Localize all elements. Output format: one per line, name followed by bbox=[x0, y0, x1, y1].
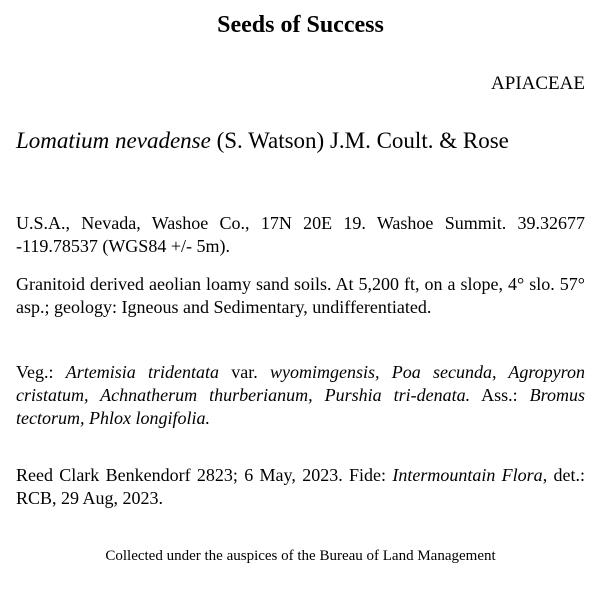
habitat-paragraph: Granitoid derived aeolian loamy sand soils. At 5,200 ft, on a slope, 4° slo. 57° asp.; geology: Igneous and Sedimentary, undifferentiated. bbox=[16, 274, 585, 317]
taxon-line bbox=[16, 128, 509, 154]
veg-dominant-species: Artemisia tridentata bbox=[65, 362, 219, 382]
label-title: Seeds of Success bbox=[217, 12, 384, 38]
veg-label: Veg.: bbox=[16, 362, 66, 382]
associates-species: Bromus tectorum, Phlox longifolia. bbox=[16, 385, 585, 428]
taxon-authority: (S. Watson) J.M. Coult. & Rose bbox=[216, 128, 509, 153]
collection-paragraph bbox=[16, 464, 585, 510]
footer-note: Collected under the auspices of the Bureau of Land Management bbox=[105, 548, 496, 564]
vegetation-paragraph bbox=[16, 361, 585, 430]
determination-info: , det.: RCB, 29 Aug, 2023. bbox=[16, 465, 586, 508]
var-label: var. bbox=[219, 362, 270, 382]
specimen-label bbox=[16, 0, 585, 600]
associates-label: Ass.: bbox=[470, 385, 530, 405]
scientific-name: Lomatium nevadense bbox=[16, 128, 211, 153]
location-paragraph: U.S.A., Nevada, Washoe Co., 17N 20E 19. Washoe Summit. 39.32677 -119.78537 (WGS84 +/- 5m). bbox=[16, 213, 585, 256]
veg-species-list: wyomimgensis, Poa secunda, Agropyron cristatum, Achnatherum thurberianum, Purshia tri-denata. bbox=[16, 362, 586, 405]
family-name: APIACEAE bbox=[491, 73, 585, 94]
fide-reference: Intermountain Flora bbox=[392, 465, 543, 485]
collector-info: Reed Clark Benkendorf 2823; 6 May, 2023. Fide: bbox=[16, 465, 393, 485]
